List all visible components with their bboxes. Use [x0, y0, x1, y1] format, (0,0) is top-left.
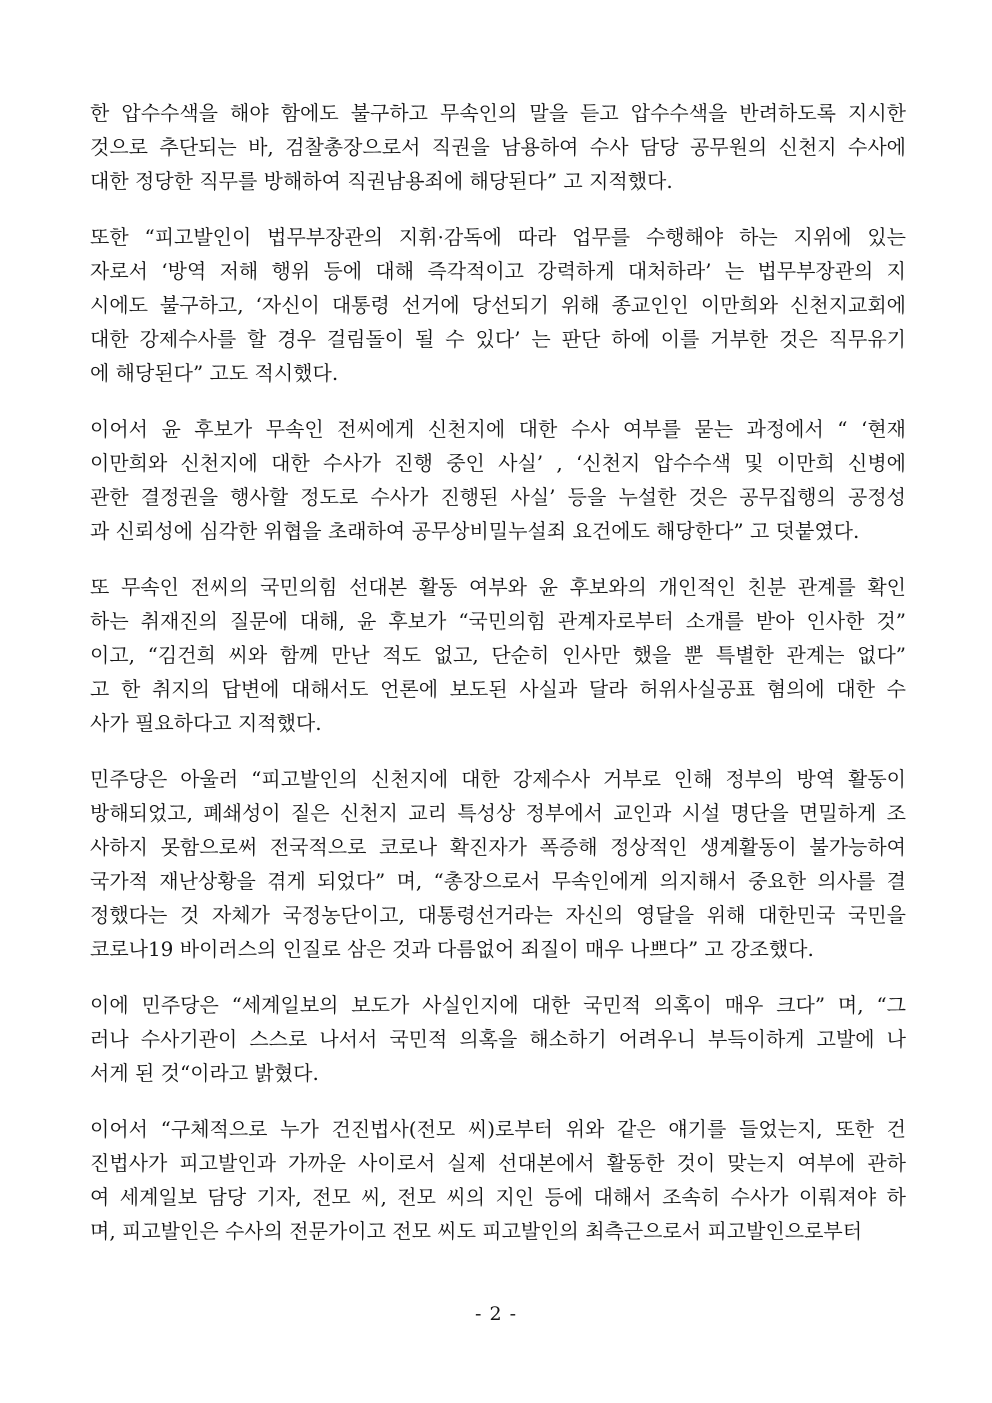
text-line: 과 신뢰성에 심각한 위협을 초래하여 공무상비밀누설죄 요건에도 해당한다” 고 덧붙였다. [90, 519, 860, 543]
text-line: 관한 결정권을 행사할 정도로 수사가 진행된 사실’ 등을 누설한 것은 공무집행의 공정성 [90, 485, 906, 509]
paragraph [90, 988, 906, 1090]
text-line: 이어서 “구체적으로 누가 건진법사(전모 씨)로부터 위와 같은 얘기를 들었는지, 또한 건 [90, 1117, 906, 1141]
text-line: 러나 수사기관이 스스로 나서서 국민적 의혹을 해소하기 어려우니 부득이하게 고발에 나 [90, 1027, 906, 1051]
text-line: 에 해당된다” 고도 적시했다. [90, 361, 339, 385]
paragraph [90, 96, 906, 198]
text-line: 여 세계일보 담당 기자, 전모 씨, 전모 씨의 지인 등에 대해서 조속히 수사가 이뤄져야 하 [90, 1185, 906, 1209]
paragraph [90, 412, 906, 548]
text-line: 며, 피고발인은 수사의 전문가이고 전모 씨도 피고발인의 최측근으로서 피고발인으로부터 [90, 1219, 863, 1243]
document-body [90, 96, 906, 1270]
text-line: 민주당은 아울러 “피고발인의 신천지에 대한 강제수사 거부로 인해 정부의 방역 활동이 [90, 767, 906, 791]
paragraph [90, 1112, 906, 1248]
text-line: 대한 강제수사를 할 경우 걸림돌이 될 수 있다’ 는 판단 하에 이를 거부한 것은 직무유기 [90, 327, 906, 351]
text-line: 고 한 취지의 답변에 대해서도 언론에 보도된 사실과 달라 허위사실공표 혐의에 대한 수 [90, 677, 906, 701]
text-line: 국가적 재난상황을 겪게 되었다” 며, “총장으로서 무속인에게 의지해서 중요한 의사를 결 [90, 869, 906, 893]
paragraph [90, 570, 906, 740]
text-line: 대한 정당한 직무를 방해하여 직권남용죄에 해당된다” 고 지적했다. [90, 169, 673, 193]
text-line: 또한 “피고발인이 법무부장관의 지휘·감독에 따라 업무를 수행해야 하는 지위에 있는 [90, 225, 906, 249]
text-line: 코로나19 바이러스의 인질로 삼은 것과 다름없어 죄질이 매우 나쁘다” 고 강조했다. [90, 937, 814, 961]
paragraph [90, 762, 906, 966]
text-line: 또 무속인 전씨의 국민의힘 선대본 활동 여부와 윤 후보와의 개인적인 친분 관계를 확인 [90, 575, 906, 599]
text-line: 서게 된 것“이라고 밝혔다. [90, 1061, 319, 1085]
text-line: 자로서 ‘방역 저해 행위 등에 대해 즉각적이고 강력하게 대처하라’ 는 법무부장관의 지 [90, 259, 906, 283]
page-footer [0, 1303, 992, 1325]
text-line: 사하지 못함으로써 전국적으로 코로나 확진자가 폭증해 정상적인 생계활동이 불가능하여 [90, 835, 906, 859]
text-line: 이만희와 신천지에 대한 수사가 진행 중인 사실’ , ‘신천지 압수수색 및 이만희 신병에 [90, 451, 906, 475]
text-line: 정했다는 것 자체가 국정농단이고, 대통령선거라는 자신의 영달을 위해 대한민국 국민을 [90, 903, 906, 927]
text-line: 방해되었고, 폐쇄성이 짙은 신천지 교리 특성상 정부에서 교인과 시설 명단을 면밀하게 조 [90, 801, 906, 825]
text-line: 사가 필요하다고 지적했다. [90, 711, 322, 735]
text-line: 하는 취재진의 질문에 대해, 윤 후보가 “국민의힘 관계자로부터 소개를 받아 인사한 것” [90, 609, 906, 633]
text-line: 시에도 불구하고, ‘자신이 대통령 선거에 당선되기 위해 종교인인 이만희와 신천지교회에 [90, 293, 906, 317]
paragraph [90, 220, 906, 390]
text-line: 이고, “김건희 씨와 함께 만난 적도 없고, 단순히 인사만 했을 뿐 특별한 관계는 없다” [90, 643, 906, 667]
text-line: 한 압수수색을 해야 함에도 불구하고 무속인의 말을 듣고 압수수색을 반려하도록 지시한 [90, 101, 906, 125]
page-number: - 2 - [474, 1303, 517, 1325]
text-line: 이어서 윤 후보가 무속인 전씨에게 신천지에 대한 수사 여부를 묻는 과정에서 “ ‘현재 [90, 417, 906, 441]
text-line: 이에 민주당은 “세계일보의 보도가 사실인지에 대한 국민적 의혹이 매우 크다” 며, “그 [90, 993, 906, 1017]
text-line: 진법사가 피고발인과 가까운 사이로서 실제 선대본에서 활동한 것이 맞는지 여부에 관하 [90, 1151, 906, 1175]
text-line: 것으로 추단되는 바, 검찰총장으로서 직권을 남용하여 수사 담당 공무원의 신천지 수사에 [90, 135, 906, 159]
